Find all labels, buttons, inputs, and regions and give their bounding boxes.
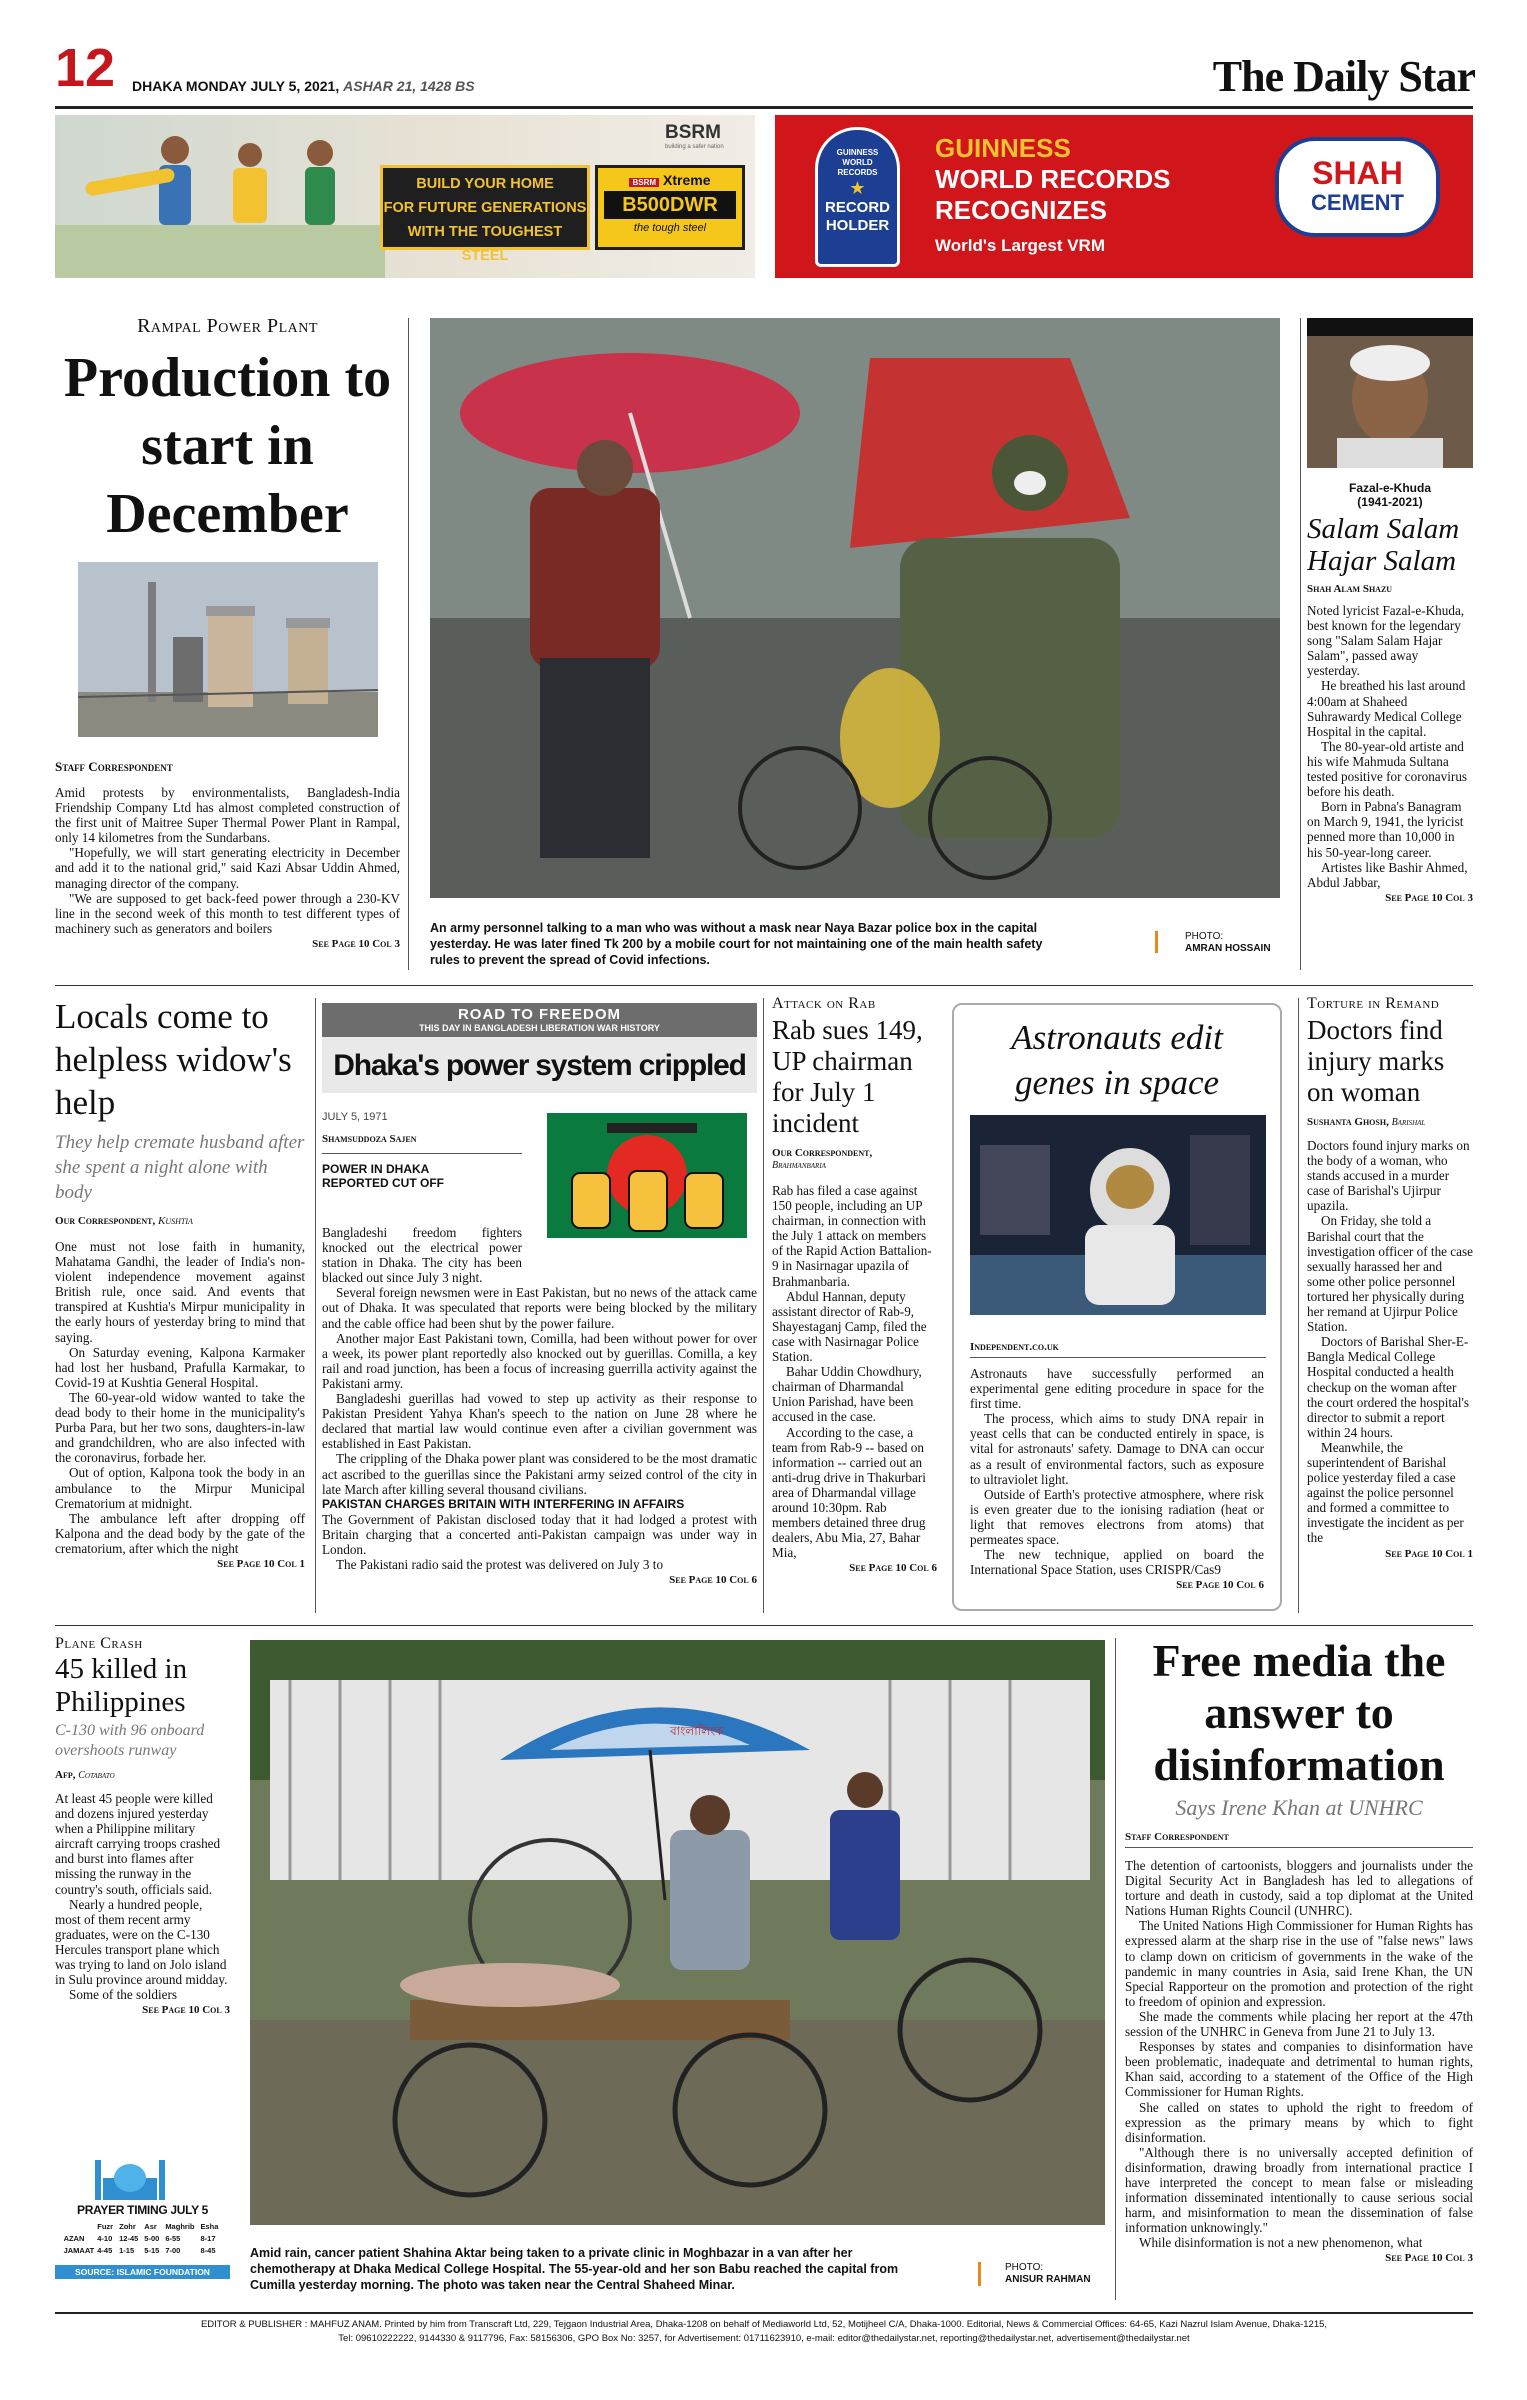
masthead-logo: The Daily Star — [1212, 52, 1475, 101]
article-paragraph: The ambulance left after dropping off Kalpona and the dead body by the gate of the crematorium, after which the night — [55, 1510, 305, 1556]
prayer-col: Esha — [200, 2222, 219, 2231]
article-body — [1125, 1858, 1473, 2250]
article-paragraph: Rab has filed a case against 150 people, including an UP chairman, in connection with the July 1 attack on members of the Rapid Action Battalion-9 in Nasirnagar upazila of Brahmanbaria. — [772, 1183, 932, 1289]
article-paragraph: Outside of Earth's protective atmosphere, where risk is even greater due to the ionising radiation (heat or light that removes electrons from atoms) that permeates space. — [970, 1486, 1264, 1548]
photo-credit-label: PHOTO: — [1005, 2262, 1044, 2273]
article-body — [1307, 1138, 1473, 1546]
freedom-banner-title: ROAD TO FREEDOM — [457, 1006, 622, 1023]
article-paragraph: Artistes like Bashir Ahmed, Abdul Jabbar, — [1307, 859, 1468, 890]
footer-line-1: EDITOR & PUBLISHER : MAHFUZ ANAM. Printed by him from Transcraft Ltd, 229, Tejgaon Industrial Area, Dhaka-1208 on behalf of Mediaworld Ltd, 52, Motijheel C/A, Dhaka-1000. Editorial, News & Commercial Offices: 64-65, Kazi Nazrul Islam Avenue, Dhaka-1215, — [200, 2319, 1328, 2330]
article-kicker: Attack on Rab — [772, 995, 876, 1012]
article-paragraph: The 60-year-old widow wanted to take the dead body to their home in the municipality's Purba Para, but her two sons, daughters-in-law and grandchildren, who are also infected with the coronavirus, forbade her. — [55, 1389, 305, 1466]
article-deck: They help cremate husband after she spent a night alone with body — [55, 1132, 305, 1203]
article-headline: Doctors find injury marks on woman — [1307, 1015, 1445, 1107]
article-headline: Astronauts edit genes in space — [1011, 1018, 1223, 1102]
article-byline: Our Correspondent, Brahmanbaria — [772, 1147, 873, 1171]
article-paragraph: One must not lose faith in humanity, Mahatama Gandhi, the leader of India's non-violent independence movement against British rule, once said. And events that transpired at Kushtia's Mirpur municipality in the early hours of yesterday bring to mind that saying. — [55, 1239, 305, 1345]
article-astronauts — [952, 1003, 1282, 1611]
article-torture — [1307, 995, 1473, 1615]
ad-product-name: Xtreme — [663, 172, 711, 188]
article-paragraph: The United Nations High Commissioner for Human Rights has expressed alarm at the sharp rise in the use of "false news" laws to clamp down on criticism of governments in the wake of the pandemic in many countries in Asia, said Irene Khan, the UN Special Rapporteur on the promotion and protection of the right to freedom of opinion and expression. — [1125, 1918, 1473, 2009]
freedom-fists-illustration — [547, 1113, 747, 1238]
article-headline: Free media the answer to disinformation — [1152, 1635, 1446, 1790]
article-headline: Rab sues 149, UP chairman for July 1 incident — [772, 1015, 923, 1138]
ad-shah-h2: WORLD RECORDS — [935, 164, 1171, 194]
article-paragraph: The Government of Pakistan disclosed today that it had lodged a protest with Britain charging that a concerted anti-Pakistan campaign was under way in London. — [322, 1511, 757, 1557]
article-paragraph: On Friday, she told a Barishal court that the investigation officer of the case sexually harassed her and some other police personnel tortured her physically during her remand at Ujirpur Police Station. — [1307, 1213, 1473, 1335]
dateline-bangla: ASHAR 21, 1428 BS — [343, 78, 475, 94]
guinness-seal — [815, 127, 900, 267]
freedom-byline: Shamsuddoza Sajen — [322, 1133, 417, 1145]
article-kicker: Rampal Power Plant — [137, 315, 318, 337]
article-paragraph: "We are supposed to get back-feed power through a 230-KV line in the second week of this month to test different types of machinery such as generators and boilers — [55, 890, 400, 936]
ad-shah-sub: World's Largest VRM — [935, 236, 1105, 255]
freedom-body — [322, 1225, 757, 1572]
ad-shah-h1: GUINNESS — [935, 133, 1071, 163]
article-plane-crash — [55, 1635, 230, 2135]
article-paragraph: According to the case, a team from Rab-9 -- based on information -- carried out an anti-drug drive in Thakurbari area of Dharmandal village around 10:30pm. Rab members detained three drug dealers, Abu Mia, 27, Bahar Mia, — [772, 1424, 926, 1561]
article-paragraph: Amid protests by environmentalists, Bangladesh-India Friendship Company Ltd has almost completed construction of the first unit of Maitree Super Thermal Power Plant in Rampal, only 14 kilometres from the Sundarbans. — [55, 785, 400, 846]
obituary-name: Fazal-e-Khuda — [1348, 481, 1431, 495]
article-paragraph: She made the comments while placing her report at the 47th session of the UNHRC in Geneva from June 21 to July 13. — [1125, 2008, 1473, 2040]
prayer-timing-box — [55, 2150, 230, 2300]
article-paragraph: The new technique, applied on board the International Space Station, uses CRISPR/Cas9 — [970, 1547, 1264, 1578]
article-paragraph: She called on states to uphold the right to freedom of expression as the primary means by which to fight disinformation. — [1125, 2099, 1473, 2145]
article-rampal — [55, 315, 400, 970]
photo-credit-name: ANISUR RAHMAN — [1005, 2274, 1091, 2285]
column-rule — [1298, 998, 1299, 1613]
article-paragraph: The Pakistani radio said the protest was delivered on July 3 to — [336, 1557, 664, 1573]
article-body — [772, 1183, 937, 1560]
prayer-time: 8-17 — [200, 2234, 216, 2243]
article-kicker: Torture in Remand — [1307, 995, 1440, 1012]
prayer-time: 7-00 — [165, 2246, 181, 2255]
prayer-jamaat-row — [64, 2245, 222, 2257]
article-byline: Staff Correspondent — [1125, 1831, 1229, 1843]
ad-shah-h3: RECOGNIZES — [935, 195, 1107, 225]
jump-link[interactable]: See Page 10 Col 3 — [312, 937, 400, 950]
mosque-icon — [95, 2150, 165, 2200]
footer-imprint — [55, 2318, 1473, 2346]
article-paragraph: Meanwhile, the superintendent of Barishal police yesterday filed a case against the police personnel and formed a committee to investigate the incident as per the — [1307, 1439, 1464, 1546]
column-rule — [408, 318, 409, 970]
article-paragraph: Bahar Uddin Chowdhury, chairman of Dharmandal Union Parishad, have been accused in the case. — [772, 1364, 922, 1425]
article-paragraph: Doctors of Barishal Sher-E-Bangla Medical College Hospital conducted a health checkup on the woman after the court ordered the hospital's director to submit a report within 24 hours. — [1307, 1334, 1470, 1440]
prayer-time: 1-15 — [119, 2246, 135, 2255]
article-paragraph: Doctors found injury marks on the body of a woman, who stands accused in a murder case of Barishal's Ujirpur upazila. — [1307, 1138, 1470, 1214]
prayer-time: 5-15 — [144, 2246, 160, 2255]
article-road-to-freedom — [322, 1003, 757, 1613]
prayer-table — [64, 2221, 222, 2257]
article-byline: Independent.co.uk — [970, 1341, 1059, 1353]
article-body — [55, 1239, 305, 1556]
dateline — [132, 78, 475, 94]
freedom-headline: Dhaka's power system crippled — [322, 1037, 757, 1093]
ad-family-illustration — [55, 115, 385, 278]
ad-product-grade: B500DWR — [604, 191, 736, 219]
freedom-subhead: PAKISTAN CHARGES BRITAIN WITH INTERFERING IN AFFAIRS — [322, 1496, 685, 1511]
article-paragraph: At least 45 people were killed and dozens injured yesterday when a Philippine military aircraft carrying troops crashed and burst into flames after missing the runway in the country's south, officials said. — [55, 1791, 221, 1897]
article-kicker: Plane Crash — [55, 1635, 143, 1652]
prayer-title: PRAYER TIMING JULY 5 — [77, 2203, 208, 2217]
freedom-date: JULY 5, 1971 — [322, 1111, 388, 1123]
photo-credit-name: AMRAN HOSSAIN — [1185, 943, 1271, 954]
section-rule — [55, 985, 1473, 986]
jump-link[interactable]: See Page 10 Col 3 — [1385, 2252, 1473, 2265]
freedom-subhead: POWER IN DHAKA REPORTED CUT OFF — [322, 1162, 444, 1190]
article-byline: Staff Correspondent — [55, 759, 173, 774]
prayer-time: 5-00 — [144, 2234, 160, 2243]
bottom-photo-caption: Amid rain, cancer patient Shahina Aktar being taken to a private clinic in Moghbazar in a van after her chemotherapy at Dhaka Medical College Hospital. The 55-year-old and her son Babu reached the capital from Cumilla yesterday morning. The photo was taken near the Central Shaheed Minar. — [250, 2246, 899, 2292]
prayer-row-label: AZAN — [63, 2234, 85, 2243]
obituary-byline: Shah Alam Shazu — [1307, 583, 1393, 595]
photo-credit — [1185, 931, 1285, 955]
article-paragraph: Noted lyricist Fazal-e-Khuda, best known for the legendary song "Salam Salam Hajar Salam", passed away yesterday. — [1307, 603, 1465, 679]
article-body — [970, 1366, 1264, 1577]
column-rule — [763, 998, 764, 1613]
article-deck: Says Irene Khan at UNHRC — [1175, 1795, 1423, 1820]
article-paragraph: Abdul Hannan, deputy assistant director of Rab-9, Shayestaganj Camp, filed the case with Nasirnagar Police Station. — [772, 1288, 927, 1365]
guinness-seal-top: GUINNESS WORLD RECORDS — [836, 148, 879, 177]
article-byline: Afp, Cotabato — [55, 1769, 115, 1781]
star-icon: ★ — [849, 178, 866, 198]
obituary-headline: Salam Salam Hajar Salam — [1307, 513, 1460, 577]
ad-bsrm-brand: BSRM building a safer nation — [665, 122, 724, 150]
section-rule — [55, 1625, 1473, 1626]
prayer-time: 12-45 — [119, 2234, 139, 2243]
photo-credit — [1005, 2262, 1105, 2286]
prayer-row-label: JAMAAT — [63, 2246, 95, 2255]
prayer-time: 4-10 — [97, 2234, 113, 2243]
freedom-banner-sub: THIS DAY IN BANGLADESH LIBERATION WAR HISTORY — [419, 1023, 660, 1033]
ad-shah-headline — [935, 133, 1170, 261]
column-rule — [315, 998, 316, 1613]
shah-cement-logo — [1275, 137, 1440, 237]
article-paragraph: Out of option, Kalpona took the body in an ambulance to the Mirpur Municipal Crematorium at midnight. — [55, 1465, 305, 1511]
jump-link[interactable]: See Page 10 Col 3 — [142, 2004, 230, 2017]
umbrella-text: বাংলালিংক — [670, 1724, 724, 1738]
article-paragraph: "Hopefully, we will start generating electricity in December and add it to the national grid," said Kazi Absar Uddin Ahmed, managing director of the company. — [55, 845, 400, 891]
caption-rule — [1155, 931, 1158, 953]
prayer-col: Zohr — [119, 2222, 136, 2231]
prayer-azan-row — [64, 2233, 222, 2245]
byline-rule — [1125, 1847, 1473, 1848]
photo-credit-label: PHOTO: — [1185, 931, 1224, 942]
article-headline: 45 killed in Philippines — [55, 1653, 188, 1718]
byline-rule — [322, 1153, 522, 1154]
article-paragraph: Another major East Pakistani town, Comilla, had been without power for over a week, its power plant reportedly also knocked out by guerillas. Comilla, a key rail and road junction, has been a focus of increasing guerrilla activity against the Pakistani army. — [322, 1330, 757, 1391]
article-paragraph: Several foreign newsmen were in East Pakistan, but no news of the attack came out of Dhaka. It was speculated that reports were being blocked by the military and the cable office had been shut by the power failure. — [322, 1285, 757, 1331]
shah-logo-2: CEMENT — [1311, 190, 1404, 215]
article-obituary — [1307, 318, 1473, 970]
masthead-rule — [55, 106, 1473, 109]
power-plant-photo — [78, 562, 378, 737]
article-byline: Our Correspondent, Kushtia — [55, 1215, 193, 1227]
jump-link[interactable]: See Page 10 Col 6 — [849, 1562, 937, 1575]
ad-shah-cement — [775, 115, 1473, 278]
ad-product-slogan: the tough steel — [633, 222, 707, 234]
article-paragraph: The 80-year-old artiste and his wife Mahmuda Sultana tested positive for coronavirus before his death. — [1307, 738, 1468, 800]
astronaut-photo — [970, 1115, 1266, 1315]
page-number: 12 — [55, 38, 116, 98]
obituary-portrait — [1307, 318, 1473, 468]
jump-link[interactable]: See Page 10 Col 1 — [1385, 1547, 1473, 1560]
article-paragraph: Astronauts have successfully performed an experimental gene editing procedure in space for the first time. — [970, 1366, 1264, 1412]
ad-line-1: BUILD YOUR HOME — [416, 176, 554, 192]
article-paragraph: On Saturday evening, Kalpona Karmaker had lost her husband, Prafulla Karmakar, to Covid-19 at Kushtia General Hospital. — [55, 1344, 305, 1390]
freedom-banner — [322, 1003, 757, 1037]
jump-link[interactable]: See Page 10 Col 3 — [1385, 891, 1473, 904]
prayer-source: SOURCE: ISLAMIC FOUNDATION — [55, 2265, 230, 2279]
article-byline: Sushanta Ghosh, Barishal — [1307, 1116, 1426, 1128]
article-paragraph: Responses by states and companies to disinformation have been problematic, inadequate and detrimental to human rights, Khan said, according to a statement of the Office of the High Commissioner for Human Rights. — [1125, 2039, 1473, 2100]
article-body — [55, 785, 400, 936]
prayer-time: 8-45 — [200, 2246, 216, 2255]
article-headline: Locals come to helpless widow's help — [55, 997, 292, 1122]
dateline-date: DHAKA MONDAY JULY 5, 2021, — [132, 78, 340, 94]
article-body — [55, 1791, 230, 2002]
article-paragraph: Bangladeshi guerillas had vowed to step up activity as their response to Pakistan President Yahya Khan's speech to the nation on June 28 where he declared that martial law would continue even after a civilian government was established in East Pakistan. — [322, 1391, 757, 1452]
ad-product-brand: BSRM — [629, 178, 659, 187]
lead-photo-caption: An army personnel talking to a man who was without a mask near Naya Bazar police box in the capital yesterday. He was later fined Tk 200 by a mobile court for not maintaining one of the main health safety rules to prevent the spread of Covid infections. — [430, 921, 1043, 967]
article-rab — [772, 995, 937, 1615]
caption-rule — [978, 2262, 981, 2286]
article-paragraph: The process, which aims to study DNA repair in yeast cells that can be conducted entirely in space, is vital for astronauts' safety. Damage to DNA can occur as a result of environmental factors, such as exposure to ultraviolet light. — [970, 1411, 1264, 1487]
obituary-body — [1307, 603, 1473, 890]
ad-line-3: WITH THE TOUGHEST STEEL — [407, 224, 563, 264]
shah-logo-1: SHAH — [1312, 155, 1403, 191]
jump-link[interactable]: See Page 10 Col 6 — [1176, 1579, 1264, 1592]
article-free-media — [1125, 1635, 1473, 2300]
prayer-time: 4-45 — [97, 2246, 113, 2255]
ad-bsrm — [55, 115, 755, 278]
bottom-photo — [250, 1640, 1105, 2225]
footer-rule — [55, 2312, 1473, 2314]
lead-photo — [430, 318, 1280, 898]
article-paragraph: Bangladeshi freedom fighters knocked out the electrical power station in Dhaka. The city has been blacked out since July 3 night. — [322, 1225, 522, 1286]
prayer-col: Fuzr — [97, 2222, 114, 2231]
ad-line-2: FOR FUTURE GENERATIONS — [383, 200, 587, 216]
article-headline: Production to start in December — [63, 347, 392, 545]
prayer-col: Maghrib — [165, 2222, 195, 2231]
guinness-seal-mid: RECORD HOLDER — [824, 199, 890, 234]
byline-rule — [970, 1357, 1266, 1358]
article-widow — [55, 995, 305, 1615]
jump-link[interactable]: See Page 10 Col 6 — [669, 1574, 757, 1587]
article-paragraph: Born in Pabna's Banagram on March 9, 1941, the lyricist penned more than 10,000 in his 50-year-long career. — [1307, 799, 1464, 860]
jump-link[interactable]: See Page 10 Col 1 — [217, 1557, 305, 1570]
article-paragraph: Nearly a hundred people, most of them recent army graduates, were on the C-130 Hercules transport plane which was trying to land on Jolo island in Sulu province around midday. — [55, 1896, 228, 1988]
article-paragraph: The detention of cartoonists, bloggers and journalists under the Digital Security Act in Bangladesh has led to allegations of torture and death in custody, said a top diplomat at the United Nations Human Rights Council (UNHRC). — [1125, 1858, 1473, 1919]
article-paragraph: The crippling of the Dhaka power plant was considered to be the most dramatic act ascribed to the guerillas since the Pakistani army seized control of the city in late March after killing several thousand civilians. — [322, 1451, 757, 1497]
article-paragraph: While disinformation is not a new phenomenon, what — [1139, 2235, 1423, 2251]
article-paragraph: "Although there is no universally accepted definition of disinformation, drawing broadly from international practice I have interpreted the concept to mean false or misleading information disseminated intentionally to cause serious social harm, and misinformation to mean the dissemination of false information unknowingly." — [1125, 2144, 1473, 2236]
article-paragraph: He breathed his last around 4:00am at Shaheed Suhrawardy Medical College Hospital in the capital. — [1307, 678, 1466, 739]
ad-product-box — [595, 165, 745, 250]
prayer-time: 6-55 — [165, 2234, 181, 2243]
prayer-header-row — [64, 2221, 222, 2233]
ad-bsrm-headline-box — [380, 165, 590, 264]
prayer-col: Asr — [144, 2222, 157, 2231]
footer-line-2: Tel: 09610222222, 9144330 & 9117796, Fax: 58156306, GPO Box No: 3257, for Advertisement: 01711623910, e-mail: editor@thedailystar.net, reporting@thedailystar.net, advertisement@thedailystar.net — [338, 2333, 1190, 2344]
column-rule — [1300, 318, 1301, 970]
column-rule — [1115, 1638, 1116, 2300]
article-deck: C-130 with 96 onboard overshoots runway — [55, 1722, 205, 1759]
article-paragraph: Some of the soldiers — [69, 1987, 178, 2003]
obituary-years: (1941-2021) — [1357, 495, 1423, 509]
